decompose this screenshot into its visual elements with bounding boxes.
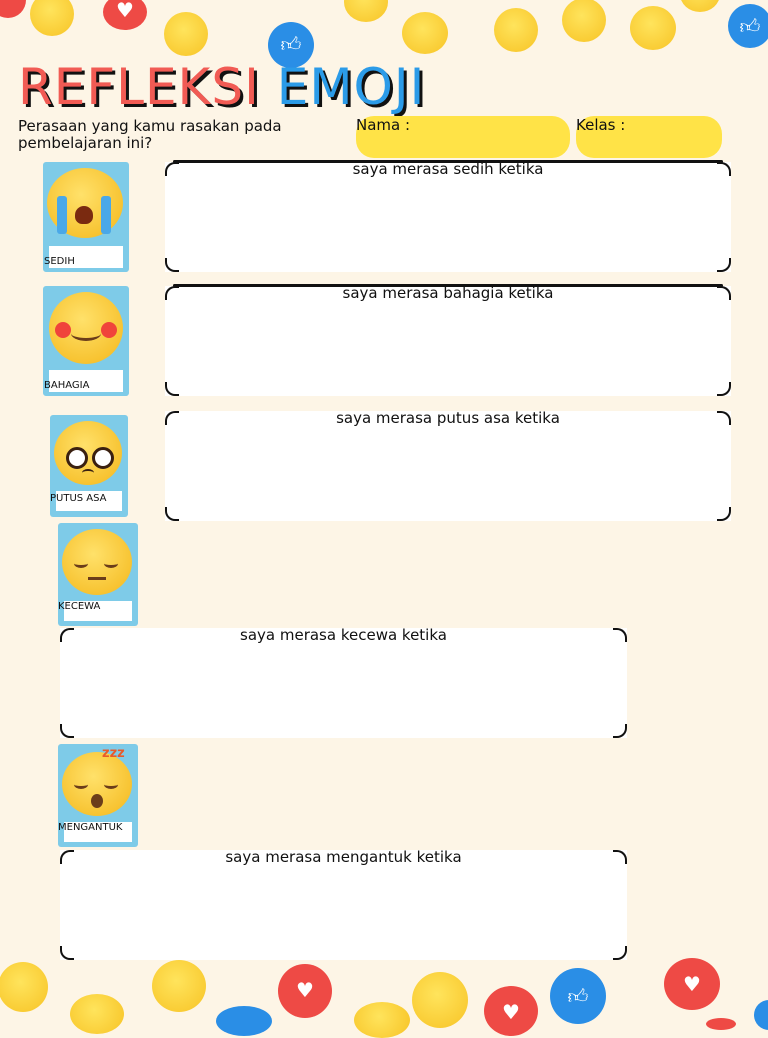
sad-face-icon bbox=[70, 994, 124, 1034]
thumbs-up-icon: 👍︎ bbox=[268, 22, 314, 68]
title-part-red: REFLEKSI bbox=[18, 58, 260, 116]
emoji-label: KECEWA bbox=[58, 601, 101, 612]
thumbs-up-icon: 👍︎ bbox=[550, 968, 606, 1024]
heart-icon bbox=[0, 0, 26, 18]
thumbs-up-icon: 👍︎ bbox=[728, 4, 768, 48]
answer-prompt: saya merasa kecewa ketika bbox=[240, 626, 447, 644]
surprised-face-icon bbox=[0, 962, 48, 1012]
sad-face-icon bbox=[412, 972, 468, 1028]
thumbs-up-icon bbox=[754, 1000, 768, 1030]
heart-icon: ♥ bbox=[278, 964, 332, 1018]
thumbs-up-icon bbox=[216, 1006, 272, 1036]
emoji-card-bahagia bbox=[43, 286, 129, 396]
question-text: Perasaan yang kamu rasakan pada pembelajaran ini? bbox=[18, 117, 282, 152]
pleading-face-icon bbox=[54, 421, 122, 485]
emoji-card-putus-asa bbox=[50, 415, 128, 517]
emoji-card-mengantuk bbox=[58, 744, 138, 847]
surprised-face-icon bbox=[344, 0, 388, 22]
answer-box-kecewa[interactable] bbox=[60, 628, 627, 738]
emoji-label: BAHAGIA bbox=[44, 380, 90, 391]
answer-prompt: saya merasa sedih ketika bbox=[352, 160, 544, 178]
title-part-blue: EMOJI bbox=[276, 58, 426, 116]
smiling-face-icon bbox=[494, 8, 538, 52]
surprised-face-icon bbox=[630, 6, 676, 50]
sad-face-icon bbox=[402, 12, 448, 54]
pensive-face-icon bbox=[62, 529, 132, 595]
heart-icon bbox=[706, 1018, 736, 1030]
heart-icon: ♥ bbox=[664, 958, 720, 1010]
heart-icon: ♥ bbox=[484, 986, 538, 1036]
emoji-label: PUTUS ASA bbox=[50, 493, 107, 504]
smiling-face-icon bbox=[164, 12, 208, 56]
crying-face-icon bbox=[47, 168, 123, 238]
surprised-face-icon bbox=[562, 0, 606, 42]
emoji-label: SEDIH bbox=[44, 256, 75, 267]
emoji-card-sedih bbox=[43, 162, 129, 272]
answer-prompt: saya merasa putus asa ketika bbox=[336, 409, 560, 427]
name-label: Nama : bbox=[356, 116, 411, 134]
answer-box-sedih[interactable] bbox=[165, 162, 731, 272]
smiling-face-icon bbox=[152, 960, 206, 1012]
sleeping-face-icon: zzz bbox=[62, 752, 132, 816]
answer-box-bahagia[interactable] bbox=[165, 286, 731, 396]
answer-prompt: saya merasa mengantuk ketika bbox=[225, 848, 462, 866]
emoji-label: MENGANTUK bbox=[58, 822, 123, 833]
smiling-face-icon bbox=[354, 1002, 410, 1038]
answer-box-mengantuk[interactable] bbox=[60, 850, 627, 960]
emoji-card-kecewa bbox=[58, 523, 138, 626]
page-title bbox=[18, 58, 425, 116]
smiling-face-icon bbox=[680, 0, 720, 12]
answer-box-putus-asa[interactable] bbox=[165, 411, 731, 521]
blushing-smile-icon bbox=[49, 292, 123, 364]
class-label: Kelas : bbox=[576, 116, 626, 134]
heart-icon: ♥ bbox=[103, 0, 147, 30]
sad-face-icon bbox=[30, 0, 74, 36]
answer-prompt: saya merasa bahagia ketika bbox=[342, 284, 554, 302]
